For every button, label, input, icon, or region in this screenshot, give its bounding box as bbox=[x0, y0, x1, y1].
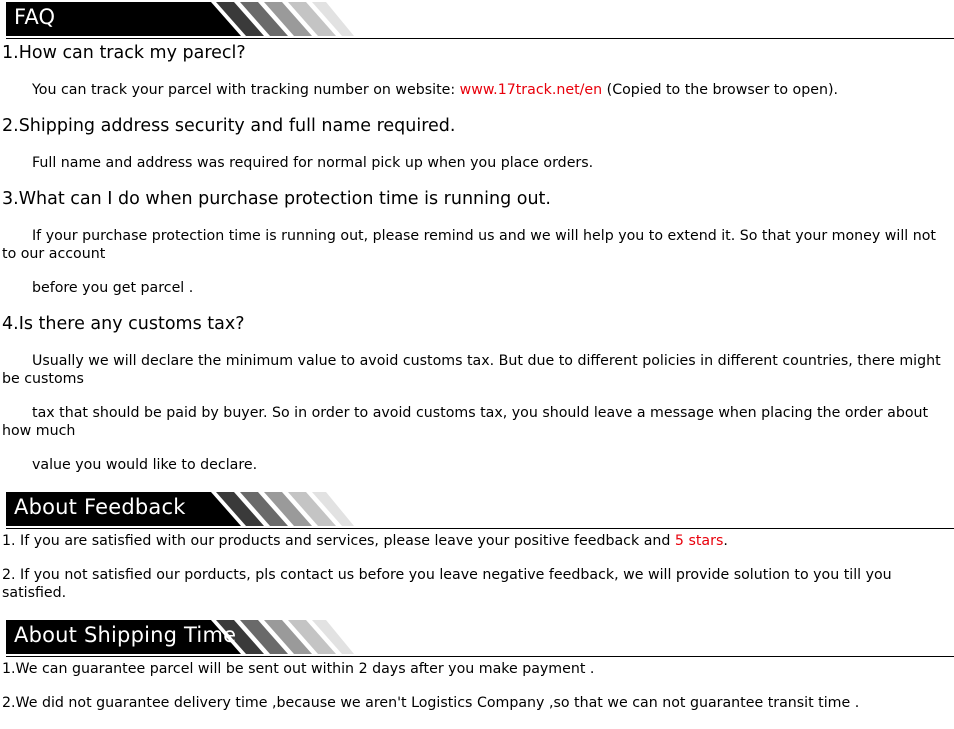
five-stars-highlight: 5 stars bbox=[674, 533, 724, 549]
faq-answer-2: Full name and address was required for normal pick up when you place orders. bbox=[32, 155, 594, 171]
faq-banner bbox=[6, 2, 954, 36]
faq-answer-1-suffix: (Copied to the browser to open). bbox=[602, 82, 839, 98]
feedback-divider bbox=[6, 528, 954, 529]
faq-title: FAQ bbox=[14, 5, 56, 29]
faq-answer-4-line-1: Usually we will declare the minimum value to avoid customs tax. But due to different policies in different countries, there might be customs bbox=[2, 353, 941, 387]
feedback-item-2: 2. If you not satisfied our porducts, pls contact us before you leave negative feedback, we will provide solution to you till you satisfied. bbox=[2, 567, 892, 601]
shipping-title: About Shipping Time bbox=[14, 623, 237, 647]
faq-answer-3-line-2: before you get parcel . bbox=[32, 280, 194, 296]
shipping-divider bbox=[6, 656, 954, 657]
feedback-item-1-suffix: . bbox=[723, 533, 728, 549]
banner-stripes-graphic bbox=[6, 2, 356, 36]
faq-answer-4-line-3: value you would like to declare. bbox=[32, 457, 258, 473]
faq-question-2: 2.Shipping address security and full name required. bbox=[2, 116, 456, 136]
faq-answer-1 bbox=[2, 81, 954, 99]
shipping-item-1: 1.We can guarantee parcel will be sent out within 2 days after you make payment . bbox=[2, 661, 595, 677]
feedback-item-1-text: 1. If you are satisfied with our products and services, please leave your positive feedback and bbox=[2, 533, 675, 549]
shipping-banner bbox=[6, 620, 954, 654]
faq-question-4: 4.Is there any customs tax? bbox=[2, 314, 245, 334]
shipping-item-2: 2.We did not guarantee delivery time ,because we aren't Logistics Company ,so that we can not guarantee transit time . bbox=[2, 695, 860, 711]
tracking-link[interactable]: www.17track.net/en bbox=[459, 82, 603, 98]
feedback-item-1 bbox=[2, 532, 954, 550]
faq-answer-3-line-1: If your purchase protection time is running out, please remind us and we will help you to extend it. So that your money will not to our account bbox=[2, 228, 936, 262]
feedback-title: About Feedback bbox=[14, 495, 186, 519]
faq-answer-1-text: You can track your parcel with tracking number on website: bbox=[32, 82, 460, 98]
feedback-banner bbox=[6, 492, 954, 526]
faq-question-1: 1.How can track my parecl? bbox=[2, 43, 246, 63]
faq-answer-4-line-2: tax that should be paid by buyer. So in order to avoid customs tax, you should leave a message when placing the order about how much bbox=[2, 405, 929, 439]
faq-question-3: 3.What can I do when purchase protection time is running out. bbox=[2, 189, 551, 209]
faq-divider bbox=[6, 38, 954, 39]
